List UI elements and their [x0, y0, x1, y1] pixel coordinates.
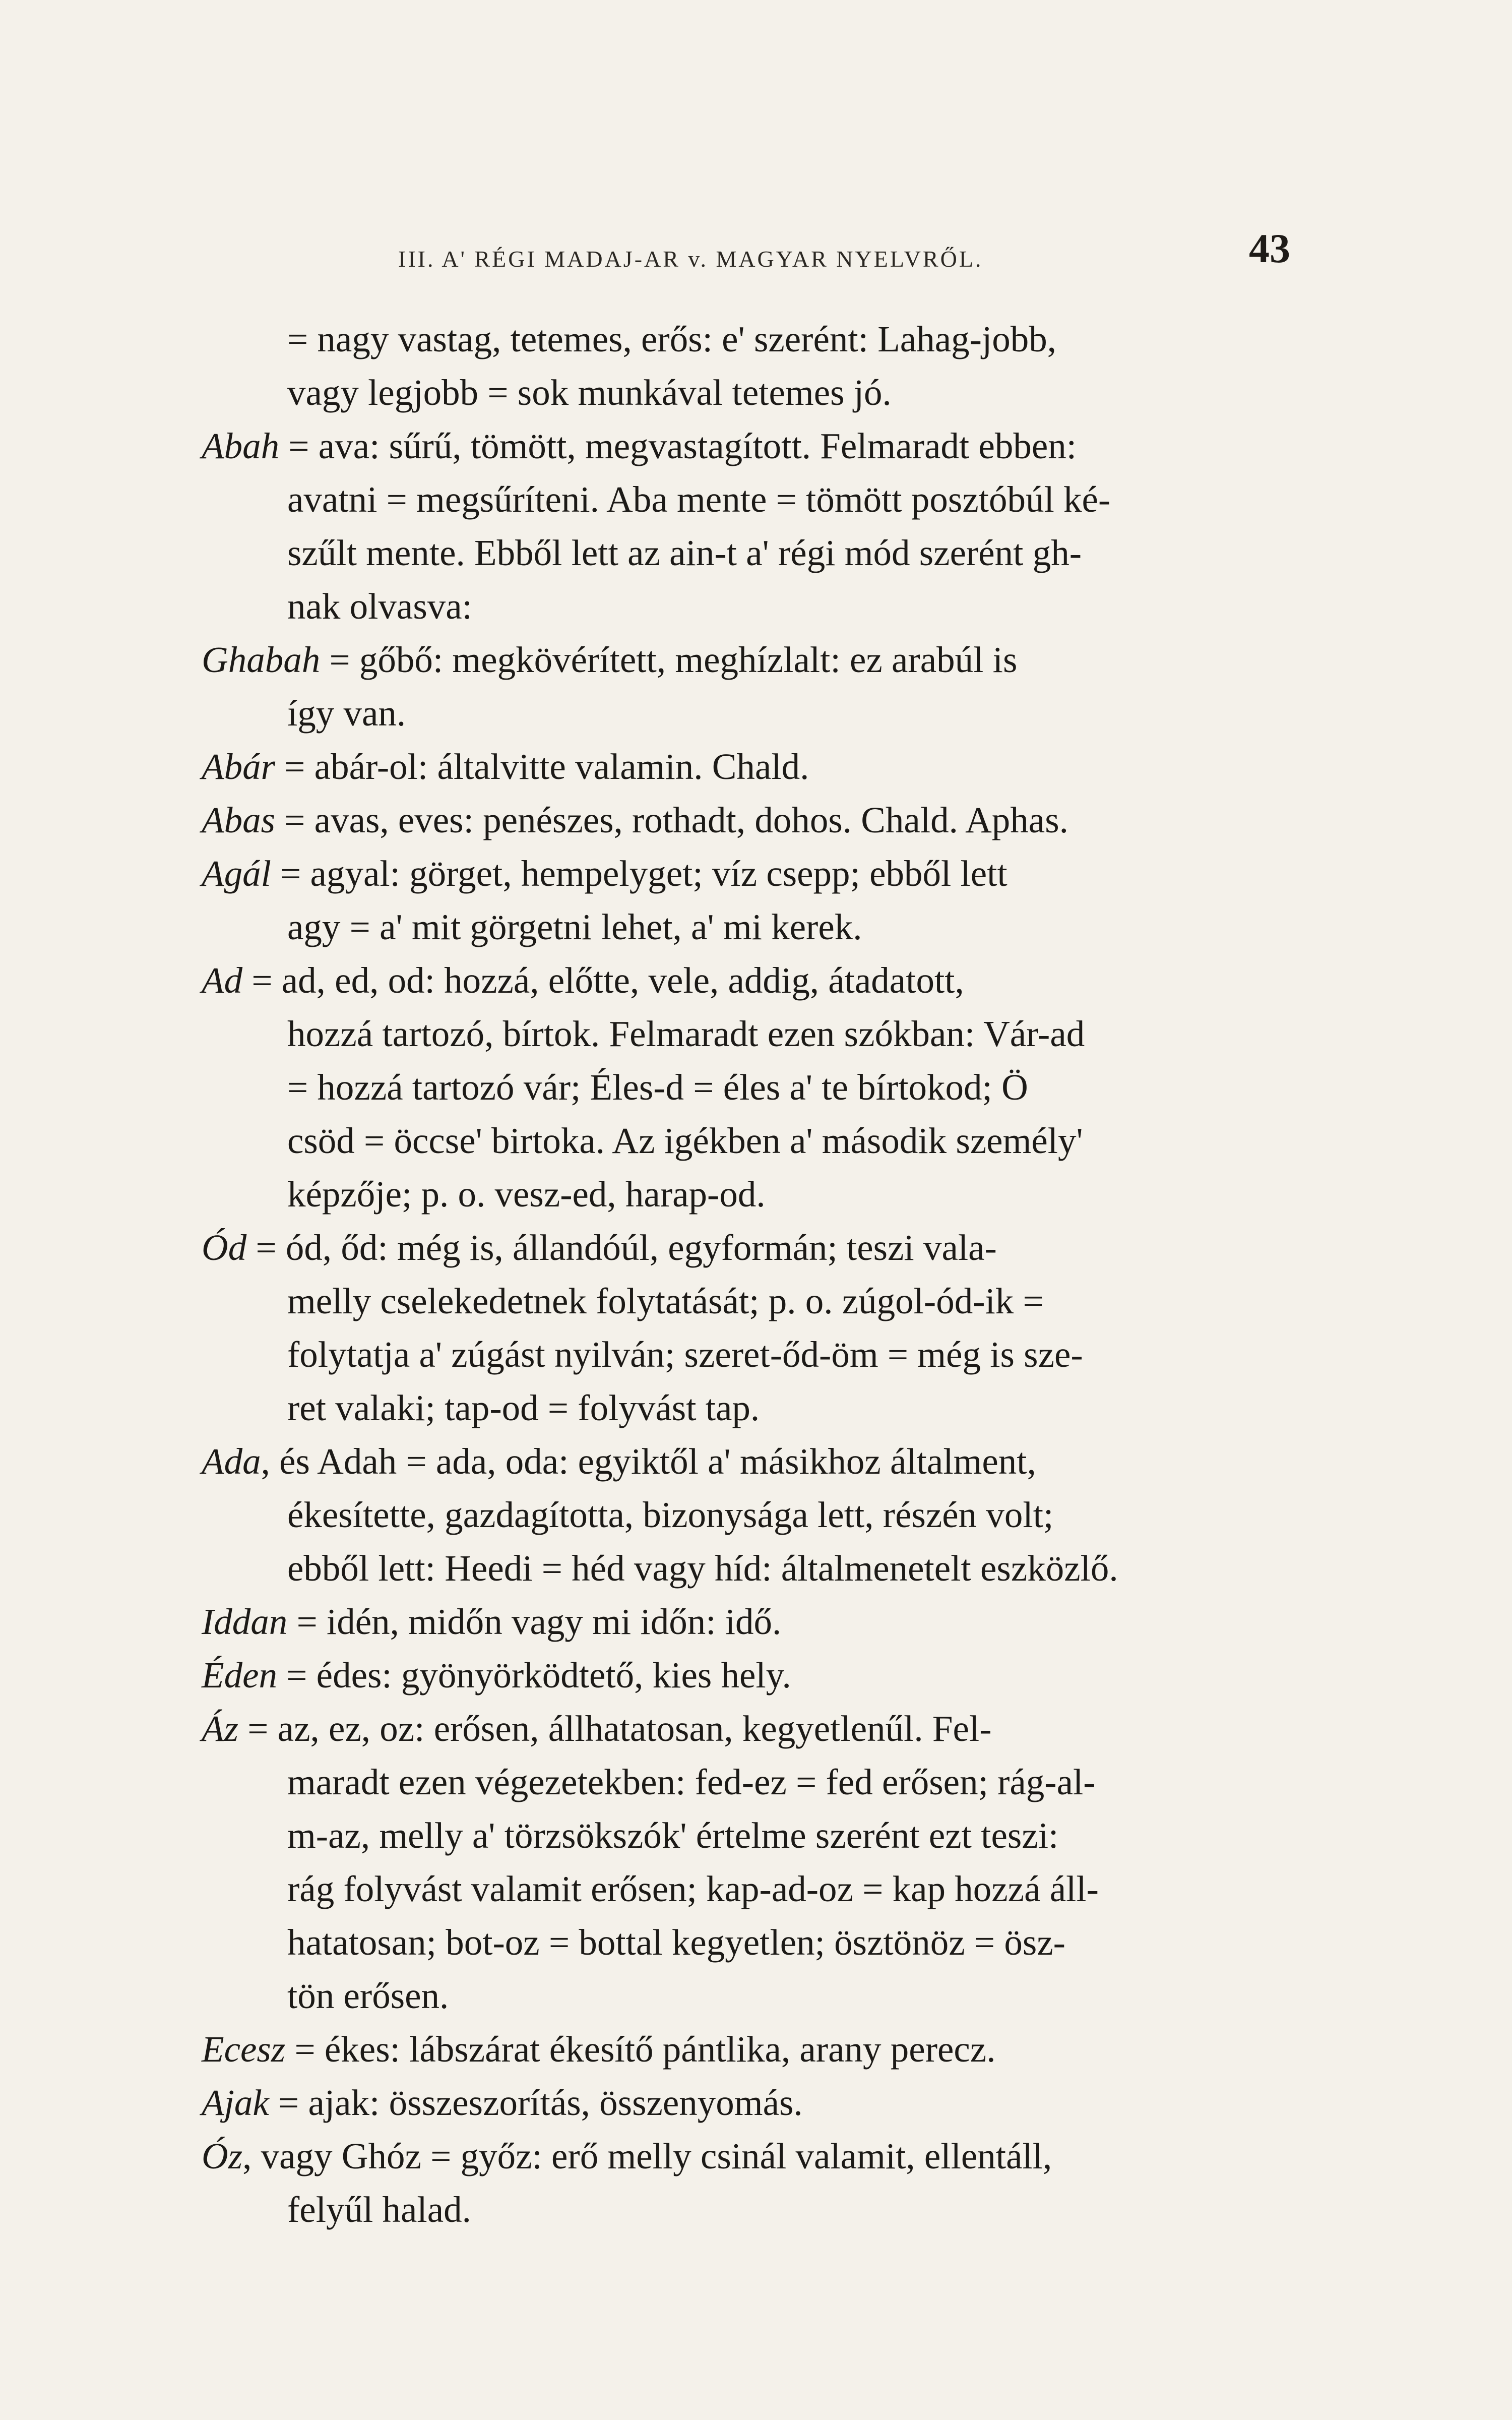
line-text: = ava: sűrű, tömött, megvastagított. Felmaradt ebben: [279, 426, 1077, 466]
line-text: melly cselekedetnek folytatását; p. o. zúgol-ód-ik = [287, 1281, 1044, 1321]
line-text: szűlt mente. Ebből lett az ain-t a' régi mód szerént gh- [287, 532, 1082, 573]
line-text: = ajak: összeszorítás, összenyomás. [269, 2082, 803, 2123]
line-text: = avas, eves: penészes, rothadt, dohos. Chald. Aphas. [275, 800, 1068, 840]
line-text: m-az, melly a' törzsökszók' értelme szerént ezt teszi: [287, 1815, 1059, 1856]
entry-line [192, 1702, 1326, 1756]
continuation-line [192, 366, 1326, 419]
running-head: III. A' RÉGI MADAJ-AR v. MAGYAR NYELVRŐL. [398, 246, 983, 272]
entry-term: Ad [202, 960, 243, 1001]
line-text: vagy legjobb = sok munkával tetemes jó. [287, 372, 892, 413]
continuation-line [192, 1114, 1326, 1168]
line-text: ret valaki; tap-od = folyvást tap. [287, 1387, 760, 1428]
entry-line [192, 740, 1326, 794]
entry-line [192, 1649, 1326, 1702]
entry-line [192, 794, 1326, 847]
line-text: = idén, midőn vagy mi időn: idő. [287, 1601, 782, 1642]
page-header [398, 212, 1290, 272]
continuation-line [192, 1275, 1326, 1328]
continuation-line [192, 1862, 1326, 1916]
line-text: = az, ez, oz: erősen, állhatatosan, kegyetlenűl. Fel- [238, 1708, 992, 1749]
line-text: avatni = megsűríteni. Aba mente = tömött posztóbúl ké- [287, 479, 1111, 520]
entry-line [192, 1221, 1326, 1275]
entry-term: Éden [202, 1655, 277, 1696]
continuation-line [192, 1168, 1326, 1221]
line-text: felyűl halad. [287, 2189, 471, 2230]
line-text: agy = a' mit görgetni lehet, a' mi kerek. [287, 906, 862, 947]
line-text: = agyal: görget, hempelyget; víz csepp; ebből lett [271, 853, 1007, 894]
dictionary-text [192, 313, 1326, 2236]
line-text: = abár-ol: általvitte valamin. Chald. [275, 746, 809, 787]
line-text: hozzá tartozó, bírtok. Felmaradt ezen szókban: Vár-ad [287, 1013, 1085, 1054]
entry-line [192, 2130, 1326, 2183]
continuation-line [192, 313, 1326, 366]
entry-line [192, 419, 1326, 473]
line-text: = gőbő: megkövérített, meghízlalt: ez arabúl is [320, 639, 1018, 680]
continuation-line [192, 1381, 1326, 1435]
continuation-line [192, 1969, 1326, 2023]
entry-term: Óz [202, 2136, 243, 2176]
line-text: = ód, őd: még is, állandóúl, egyformán; teszi vala- [246, 1227, 997, 1268]
line-text: ékesítette, gazdagította, bizonysága lett, részén volt; [287, 1494, 1054, 1535]
entry-term: Ecesz [202, 2029, 286, 2070]
entry-line [192, 2023, 1326, 2076]
entry-term: Ód [202, 1227, 247, 1268]
page-number: 43 [1249, 225, 1290, 271]
line-text: folytatja a' zúgást nyilván; szeret-őd-öm = még is sze- [287, 1334, 1083, 1375]
line-text: = hozzá tartozó vár; Éles-d = éles a' te bírtokod; Ö [287, 1067, 1028, 1108]
entry-term: Ajak [202, 2082, 269, 2123]
line-text: = nagy vastag, tetemes, erős: e' szerént: Lahag-jobb, [287, 319, 1056, 359]
line-text: ebből lett: Heedi = héd vagy híd: általmenetelt eszközlő. [287, 1548, 1118, 1589]
entry-term: Ghabah [202, 639, 321, 680]
entry-line [192, 847, 1326, 900]
line-text: csöd = öccse' birtoka. Az igékben a' második személy' [287, 1120, 1083, 1161]
continuation-line [192, 687, 1326, 740]
continuation-line [192, 1061, 1326, 1114]
continuation-line [192, 1809, 1326, 1862]
continuation-line [192, 1488, 1326, 1542]
line-text: hatatosan; bot-oz = bottal kegyetlen; ösztönöz = ösz- [287, 1922, 1065, 1963]
line-text: , vagy Ghóz = győz: erő melly csinál valamit, ellentáll, [242, 2136, 1052, 2176]
line-text: = ad, ed, od: hozzá, előtte, vele, addig, átadatott, [242, 960, 964, 1001]
entry-term: Agál [202, 853, 271, 894]
entry-term: Abah [202, 426, 280, 466]
entry-term: Áz [202, 1708, 238, 1749]
entry-line [192, 954, 1326, 1007]
entry-term: Abas [202, 800, 275, 840]
line-text: így van. [287, 693, 406, 734]
line-text: rág folyvást valamit erősen; kap-ad-oz = kap hozzá áll- [287, 1868, 1099, 1909]
line-text: , és Adah = ada, oda: egyiktől a' másikhoz általment, [261, 1441, 1036, 1482]
continuation-line [192, 900, 1326, 954]
line-text: maradt ezen végezetekben: fed-ez = fed erősen; rág-al- [287, 1762, 1096, 1802]
entry-term: Ada [202, 1441, 261, 1482]
line-text: = édes: gyönyörködtető, kies hely. [277, 1655, 791, 1696]
entry-line [192, 633, 1326, 687]
entry-line [192, 2076, 1326, 2130]
continuation-line [192, 1328, 1326, 1381]
line-text: képzője; p. o. vesz-ed, harap-od. [287, 1174, 766, 1215]
entry-term: Iddan [202, 1601, 288, 1642]
continuation-line [192, 473, 1326, 526]
continuation-line [192, 580, 1326, 633]
entry-line [192, 1435, 1326, 1488]
line-text: = ékes: lábszárat ékesítő pántlika, arany perecz. [285, 2029, 996, 2070]
entry-line [192, 1595, 1326, 1649]
continuation-line [192, 1916, 1326, 1969]
line-text: nak olvasva: [287, 586, 472, 627]
entry-term: Abár [202, 746, 275, 787]
line-text: tön erősen. [287, 1975, 449, 2016]
continuation-line [192, 2183, 1326, 2236]
continuation-line [192, 1007, 1326, 1061]
continuation-line [192, 526, 1326, 580]
continuation-line [192, 1542, 1326, 1595]
continuation-line [192, 1756, 1326, 1809]
